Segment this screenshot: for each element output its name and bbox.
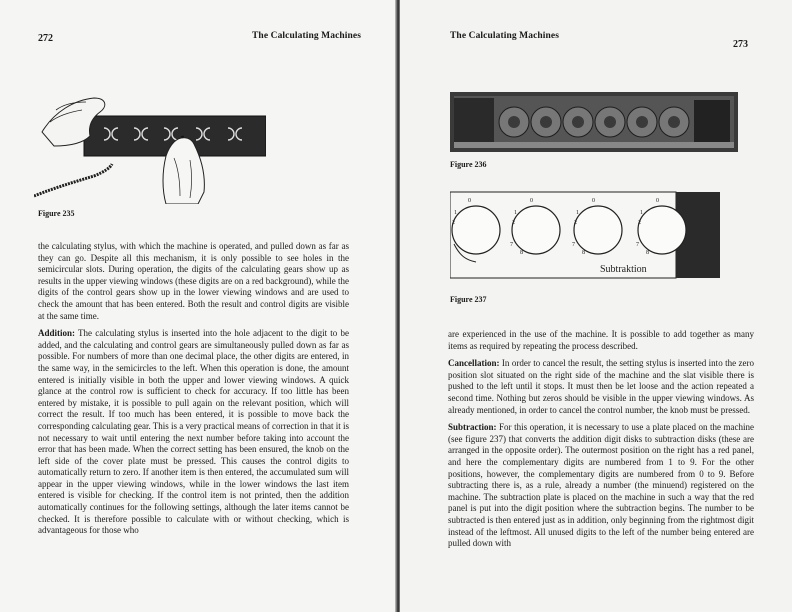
- svg-text:1: 1: [576, 210, 579, 216]
- svg-text:1: 1: [514, 210, 517, 216]
- svg-text:7: 7: [572, 242, 575, 248]
- right-page: [400, 0, 792, 612]
- addition-paragraph: [38, 328, 349, 537]
- svg-text:0: 0: [656, 198, 659, 204]
- right-body-text: [448, 329, 754, 556]
- svg-text:0: 0: [592, 198, 595, 204]
- figure-235-illustration: [34, 92, 266, 204]
- addition-text: The calculating stylus is inserted into the hole adjacent to the digit to be added, and the calculating and control gears are simultaneously pulled down as far as possible. For numbers of more than one decimal place, the other digits are entered, in the same way, in the semicircles to the left. When this operation is done, the amount entered is initially visible in both the upper and lower viewing windows. A quick glance at the control row is sufficient to check for accuracy. If too little has been entered by mistake, it is possible to pull again on the relevant position, which will correct the result. If too much has been entered, it is possible to move back the corresponding calculating gear. This is a very practical means of correction in that it is not necessary to wait until entering the next number before taking into account the error that has been made. When the correct setting has been ensured, the knob on the left side of the cover plate must be pressed. This causes the control digits to automatically return to zero. If another item is then entered, the accumulated sum will appear in the upper viewing windows, while in the lower windows the last item entered is visible for checking. If the control item is not printed, then the addition automatically continues for the following settings, although the later items cannot be checked. It is therefore possible to calculate with or without checking, which is advantageous for those who: [38, 328, 349, 536]
- svg-text:2: 2: [638, 220, 641, 226]
- right-running-head: The Calculating Machines: [450, 31, 560, 41]
- subtraction-paragraph: [448, 422, 754, 550]
- svg-text:1: 1: [640, 210, 643, 216]
- cancellation-text: In order to cancel the result, the setting stylus is inserted into the zero position slot situated on the right side of the machine and the slat visible there is pushed to the left until it stops. It must then be let loose and the action repeated a second time. Nothing but zeros should be visible in the upper viewing windows. As already mentioned, in order to cancel the control number, the knob must be pressed.: [448, 358, 754, 415]
- left-running-head: The Calculating Machines: [252, 31, 362, 41]
- figure-237-label: Subtraktion: [600, 264, 647, 275]
- svg-text:0: 0: [468, 198, 471, 204]
- svg-text:8: 8: [520, 250, 523, 256]
- svg-text:8: 8: [646, 250, 649, 256]
- right-page-number: 273: [733, 39, 748, 50]
- figure-237-caption: Figure 237: [450, 295, 487, 304]
- figure-236-caption: Figure 236: [450, 160, 487, 169]
- right-intro-paragraph: are experienced in the use of the machine. It is possible to add together as many items as required by repeating the process described.: [448, 329, 754, 351]
- cancellation-heading: Cancellation:: [448, 358, 500, 369]
- addition-heading: Addition:: [38, 328, 76, 339]
- svg-text:0: 0: [530, 198, 533, 204]
- svg-text:2: 2: [574, 220, 577, 226]
- svg-text:2: 2: [452, 220, 455, 226]
- subtraction-heading: Subtraction:: [448, 422, 497, 433]
- svg-text:8: 8: [582, 250, 585, 256]
- figure-237-illustration: [450, 184, 720, 284]
- svg-text:7: 7: [510, 242, 513, 248]
- svg-text:1: 1: [454, 210, 457, 216]
- cancellation-paragraph: [448, 358, 754, 416]
- left-body-text: [38, 241, 349, 543]
- left-page-number: 272: [38, 33, 53, 44]
- figure-235-caption: Figure 235: [38, 209, 75, 218]
- left-intro-paragraph: the calculating stylus, with which the machine is operated, and pulled down as far as they can go. Despite all this mechanism, it is only possible to see holes in the semicircular slots. During operation, the digits of the calculating gears show up as results in the upper viewing windows (these digits are on a red background), while the digits of the control gears show up in the lower viewing windows and are used to check the amount that has been entered. Both the result and control digits are visible at the same time.: [38, 241, 349, 321]
- subtraction-text: For this operation, it is necessary to use a plate placed on the machine (see figure 237) that converts the addition digit disks to subtraction disks (these are arranged in the opposite order). The outermost position on the right has a red panel, and here the complementary digits are numbered from 1 to 9. For the other positions, however, the complementary digits are numbered from 0 to 9. Before subtracting there is, as a rule, already a number (the minuend) registered on the machine. The subtraction plate is placed on the machine in such a way that the red panel is put into the digit position where the subtraction begins. The number to be subtracted is then entered just as in addition, only beginning from the rightmost digit instead of the leftmost. All unused digits to the left of the number being entered are pulled down with: [448, 422, 754, 549]
- figure-236-illustration: [450, 92, 738, 152]
- svg-text:7: 7: [636, 242, 639, 248]
- svg-text:2: 2: [512, 220, 515, 226]
